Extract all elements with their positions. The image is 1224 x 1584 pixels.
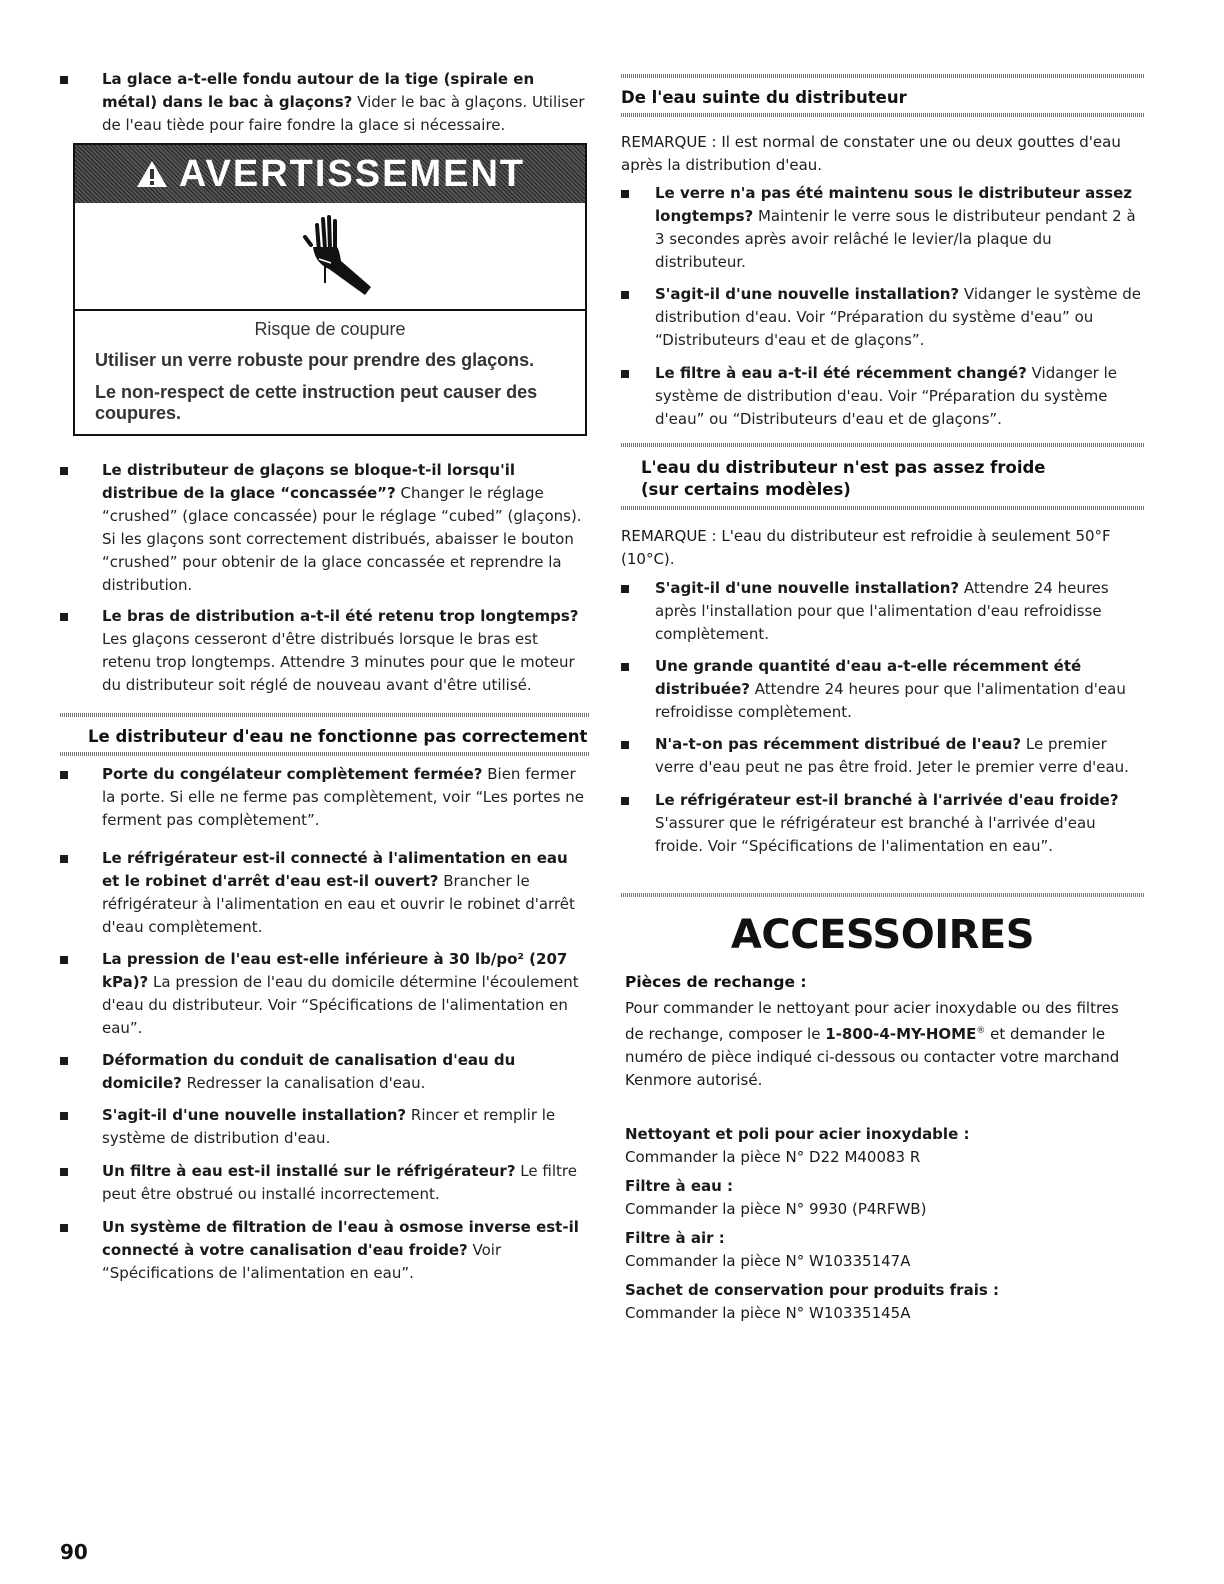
section-rule [621,74,1144,78]
warning-box [73,143,587,436]
section-rule [621,443,1144,447]
page-number: 90 [60,1540,88,1564]
part-entry: Nettoyant et poli pour acier inoxydable : Commander la pièce N° D22 M40083 R [625,1125,970,1166]
note: REMARQUE : L'eau du distributeur est refroidie à seulement 50°F (10°C). [621,527,1111,568]
section-heading: L'eau du distributeur n'est pas assez froide (sur certains modèles) [641,458,1046,499]
warning-triangle-icon [135,159,169,189]
cut-hand-icon [295,211,375,301]
warning-title: AVERTISSEMENT [178,152,526,195]
section-rule [621,506,1144,510]
warning-subtitle: Risque de coupure [254,319,406,339]
accessories-title: ACCESSOIRES [730,912,1035,958]
warning-header [75,145,585,203]
part-entry: Filtre à eau : Commander la pièce N° 9930 (P4RFWB) [625,1177,927,1218]
note: REMARQUE : Il est normal de constater une ou deux gouttes d'eau après la distribution d'eau. [621,133,1121,174]
warning-instruction: Utiliser un verre robuste pour prendre des glaçons. [95,350,535,370]
section-rule [60,713,590,717]
part-entry: Filtre à air : Commander la pièce N° W10335147A [625,1229,911,1270]
part-entry: Sachet de conservation pour produits frais : Commander la pièce N° W10335145A [625,1281,999,1322]
bullet-square [60,76,68,84]
section-heading: De l'eau suinte du distributeur [621,88,907,107]
warning-consequence: Le non-respect de cette instruction peut causer des coupures. [95,382,538,423]
accessories-paragraph: Pour commander le nettoyant pour acier inoxydable ou des filtres de rechange, composer le 1-800-4-MY-HOME® et demander le numéro de pièce indiqué ci-dessous ou contacter votre marchand Kenmore autorisé. [625,999,1120,1089]
section-rule [60,752,590,756]
section-rule [621,893,1144,897]
warning-pictogram [75,203,585,311]
section-rule [621,113,1144,117]
section-heading: Le distributeur d'eau ne fonctionne pas correctement [88,727,588,746]
accessories-subheading: Pièces de rechange : [625,973,807,991]
